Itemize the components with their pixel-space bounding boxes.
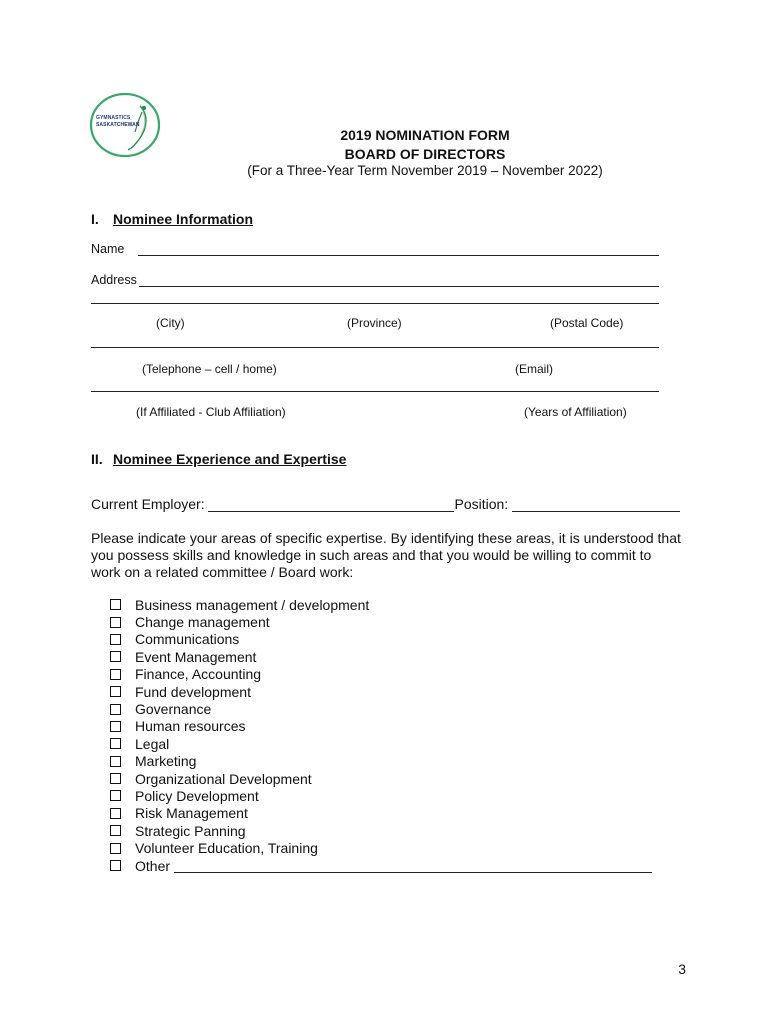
expertise-item: [110, 735, 652, 752]
city-province-postal-field[interactable]: [91, 303, 659, 304]
expertise-item: [110, 631, 652, 648]
telephone-caption: (Telephone – cell / home): [142, 362, 277, 376]
postal-code-caption: (Postal Code): [550, 316, 624, 330]
expertise-checkbox[interactable]: [110, 790, 121, 801]
other-label: Other: [135, 857, 171, 874]
form-title: 2019 NOMINATION FORM: [340, 127, 510, 143]
expertise-label: Volunteer Education, Training: [135, 840, 318, 857]
years-affiliation-caption: (Years of Affiliation): [524, 405, 627, 419]
expertise-item: [110, 822, 652, 839]
address-row: [91, 273, 659, 287]
expertise-label: Risk Management: [135, 805, 248, 822]
expertise-label: Organizational Development: [135, 770, 312, 787]
expertise-label: Marketing: [135, 753, 197, 770]
expertise-item: [110, 753, 652, 770]
expertise-item: [110, 805, 652, 822]
province-caption: (Province): [347, 316, 402, 330]
employer-label: Current Employer:: [91, 496, 209, 512]
expertise-instructions: Please indicate your areas of specific expertise. By identifying these areas, it is understood that you possess skills and knowledge in such areas and that you would be willing to commit to work on a related committee / Board work:: [91, 530, 681, 580]
expertise-checkbox[interactable]: [110, 738, 121, 749]
expertise-item: [110, 700, 652, 717]
name-field[interactable]: [138, 243, 659, 256]
expertise-checkbox[interactable]: [110, 686, 121, 697]
form-subtitle-board: BOARD OF DIRECTORS: [344, 146, 506, 162]
expertise-checkbox[interactable]: [110, 669, 121, 680]
other-field[interactable]: [174, 859, 652, 873]
expertise-label: Business management / development: [135, 596, 370, 613]
expertise-label: Finance, Accounting: [135, 666, 262, 683]
expertise-label: Change management: [135, 614, 270, 631]
position-field[interactable]: [512, 497, 680, 512]
section-title: Nominee Information: [113, 211, 254, 227]
expertise-checkbox[interactable]: [110, 721, 121, 732]
expertise-label: Governance: [135, 701, 212, 718]
affiliation-field[interactable]: [91, 391, 659, 392]
address-label: Address: [91, 273, 137, 287]
expertise-label: Strategic Panning: [135, 822, 246, 839]
expertise-item-other: [110, 857, 652, 874]
expertise-label: Fund development: [135, 683, 251, 700]
expertise-label: Legal: [135, 735, 170, 752]
section-nominee-information: [91, 211, 253, 227]
name-label: Name: [91, 242, 125, 256]
club-affiliation-caption: (If Affiliated - Club Affiliation): [136, 405, 286, 419]
other-checkbox[interactable]: [110, 860, 121, 871]
expertise-item: [110, 666, 652, 683]
expertise-checkbox[interactable]: [110, 808, 121, 819]
employer-field[interactable]: [208, 497, 454, 512]
expertise-item: [110, 596, 652, 613]
expertise-checkbox[interactable]: [110, 617, 121, 628]
term-subtitle: (For a Three-Year Term November 2019 – November 2022): [247, 163, 603, 178]
position-label: Position:: [454, 496, 513, 512]
expertise-item: [110, 718, 652, 735]
expertise-item: [110, 648, 652, 665]
expertise-checkbox[interactable]: [110, 843, 121, 854]
section-nominee-experience: [91, 451, 346, 467]
telephone-email-field[interactable]: [91, 347, 659, 348]
expertise-label: Communications: [135, 631, 240, 648]
expertise-label: Policy Development: [135, 787, 259, 804]
expertise-label: Event Management: [135, 648, 257, 665]
expertise-item: [110, 787, 652, 804]
expertise-checkbox[interactable]: [110, 825, 121, 836]
expertise-item: [110, 770, 652, 787]
expertise-label: Human resources: [135, 718, 246, 735]
expertise-checkbox[interactable]: [110, 756, 121, 767]
section-title: Nominee Experience and Expertise: [113, 451, 347, 467]
section-number: II.: [91, 451, 103, 467]
employer-row: [91, 496, 683, 512]
name-row: [91, 242, 659, 256]
expertise-checkbox[interactable]: [110, 704, 121, 715]
gymnastics-saskatchewan-logo: [88, 92, 164, 158]
expertise-checkbox[interactable]: [110, 634, 121, 645]
expertise-checkbox[interactable]: [110, 773, 121, 784]
logo-text-line1: GYMNASTICS: [96, 115, 131, 121]
city-caption: (City): [156, 316, 185, 330]
expertise-item: [110, 613, 652, 630]
email-caption: (Email): [515, 362, 553, 376]
expertise-checkbox[interactable]: [110, 599, 121, 610]
logo-text-line2: SASKATCHEWAN: [96, 122, 140, 128]
expertise-checklist: [110, 596, 652, 874]
address-field[interactable]: [139, 274, 659, 287]
expertise-item: [110, 839, 652, 856]
expertise-checkbox[interactable]: [110, 651, 121, 662]
section-number: I.: [91, 211, 99, 227]
page-number: 3: [678, 961, 686, 977]
expertise-item: [110, 683, 652, 700]
